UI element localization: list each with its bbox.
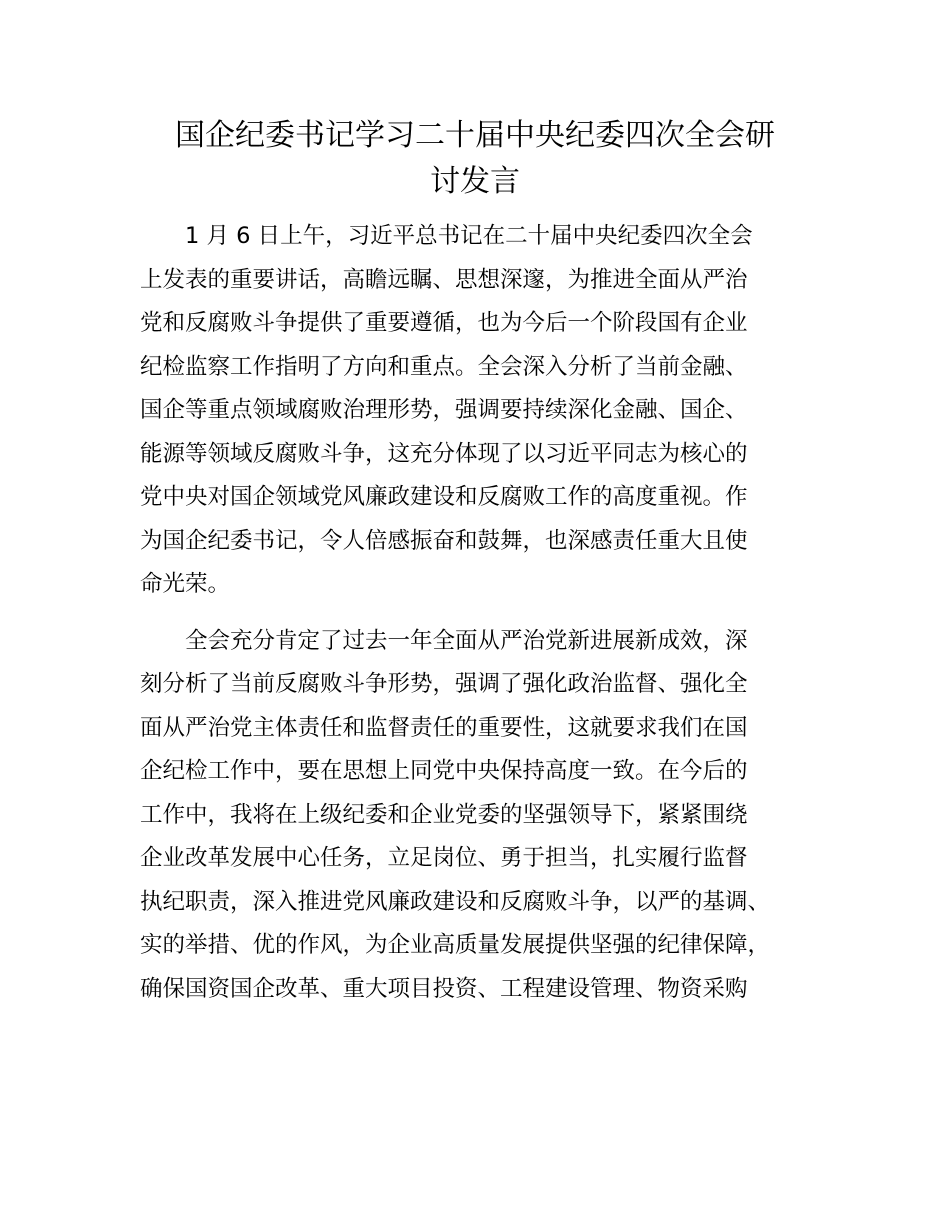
text-line: 能源等领域反腐败斗争，这充分体现了以习近平同志为核心的: [140, 440, 748, 467]
text-line: 上发表的重要讲话，高瞻远瞩、思想深邃，为推进全面从严治: [140, 266, 748, 293]
text-line: 1 月 6 日上午，习近平总书记在二十届中央纪委四次全会: [140, 223, 753, 249]
text-line: 纪检监察工作指明了方向和重点。全会深入分析了当前金融、: [140, 353, 748, 380]
paragraph-2: [140, 620, 830, 1012]
text-line: 全会充分肯定了过去一年全面从严治党新进展新成效，深: [140, 627, 748, 654]
title-line: 讨发言: [430, 164, 520, 199]
text-line: 面从严治党主体责任和监督责任的重要性，这就要求我们在国: [140, 714, 748, 741]
title-line: 国企纪委书记学习二十届中央纪委四次全会研: [175, 118, 775, 153]
text-line: 党和反腐败斗争提供了重要遵循，也为今后一个阶段国有企业: [140, 310, 748, 336]
text-line: 企纪检工作中，要在思想上同党中央保持高度一致。在今后的: [140, 758, 748, 784]
text-line: 企业改革发展中心任务，立足岗位、勇于担当，扎实履行监督: [140, 845, 748, 871]
text-line: 实的举措、优的作风，为企业高质量发展提供坚强的纪律保障，: [140, 932, 771, 958]
text-line: 执纪职责，深入推进党风廉政建设和反腐败斗争，以严的基调、: [140, 888, 771, 915]
document-body: [140, 215, 830, 1011]
text-line: 工作中，我将在上级纪委和企业党委的坚强领导下，紧紧围绕: [140, 801, 748, 828]
paragraph-1: [140, 215, 830, 607]
text-line: 命光荣。: [140, 571, 231, 597]
text-line: 国企等重点领域腐败治理形势，强调要持续深化金融、国企、: [140, 397, 748, 423]
text-line: 刻分析了当前反腐败斗争形势，强调了强化政治监督、强化全: [140, 671, 748, 697]
text-line: 党中央对国企领域党风廉政建设和反腐败工作的高度重视。作: [140, 484, 748, 510]
text-line: 为国企纪委书记，令人倍感振奋和鼓舞，也深感责任重大且使: [140, 527, 748, 554]
text-line: 确保国资国企改革、重大项目投资、工程建设管理、物资采购: [140, 975, 748, 1002]
document-title: [120, 113, 830, 205]
